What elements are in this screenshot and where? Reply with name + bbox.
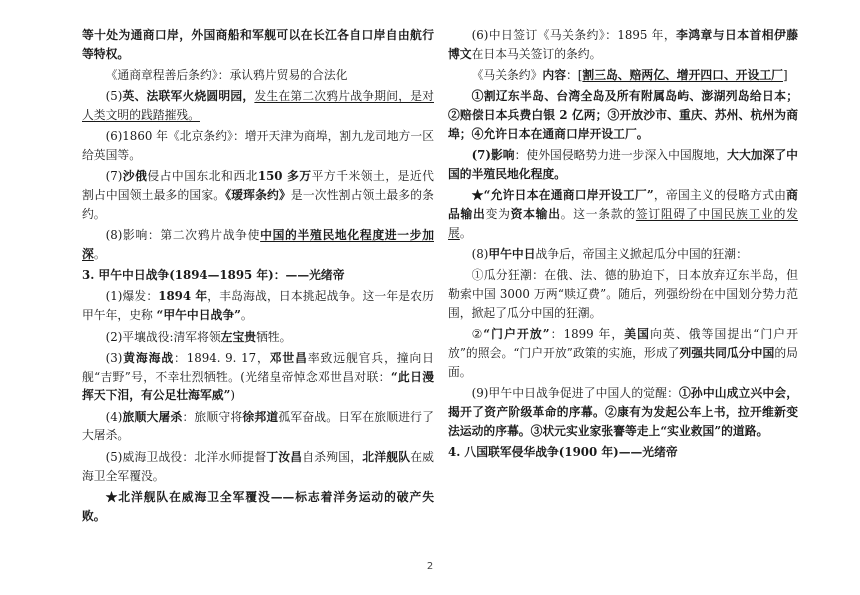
right-column-paragraph [448,245,798,264]
right-column-paragraph [448,87,798,144]
text-run: ①孙中山成立兴中会，揭开了资产阶级革命的序幕。②康有为发起公车上书，拉开维新变法运动的序幕。③状元实业家张謇等走上“实业救国”的道路。 [448,386,798,438]
text-run: 发生在第二次鸦片战争期间，是对人类文明的践踏摧残。 [82,89,434,123]
text-run: (1)爆发： [105,289,159,304]
text-run: (8)影响：第二次鸦片战争使 [105,228,261,243]
text-run: 向英、俄等国提出“门户开放”的照会。“门户开放”政策的实施，形成了 [448,327,798,361]
text-run: 列强共同瓜分中国 [679,346,775,361]
text-run: 李鸿章与日本首相伊藤博文 [448,28,798,61]
right-column-paragraph [448,26,798,64]
text-run: (5) [105,89,123,104]
text-run: ) [230,388,235,403]
text-run: ] [782,68,788,83]
text-run: 大大加深了中国的半殖民地化程度。 [448,148,798,182]
text-run: ：[ [566,68,583,83]
text-run: “甲午中日战争” [156,308,241,323]
text-run: 变为 [485,207,511,222]
text-run: 等十处为通商口岸，外国商船和军舰可以在长江各自口岸自由航行等特权。 [82,28,434,61]
text-run: 侵占中国东北和西北 [147,169,258,184]
text-run: ：1899 年， [549,327,625,342]
text-run: 中国的半殖民地化程度进一步加深 [82,228,434,262]
text-run: 孤军奋战。日军在旅顺进行了大屠杀。 [82,409,434,443]
left-column-paragraph [82,127,434,165]
text-run: ①割辽东半岛、台湾全岛及所有附属岛屿、澎湖列岛给日本；②赔偿日本兵费白银 2 亿两；③开放沙市、重庆、苏州、杭州为商埠；④允许日本在通商口岸开设工厂。 [448,89,798,141]
left-column-paragraph [82,226,434,264]
text-run: 《瑷珲条约》 [225,188,291,203]
left-column-paragraph [82,66,434,85]
left-column-paragraph [82,167,434,224]
text-run: 是一次性割占领土最多的条约。 [82,188,434,222]
text-run: ， [242,89,255,104]
text-run: (5)威海卫战役：北洋水师提督 [105,449,267,464]
right-column-paragraph [448,266,798,323]
text-run: 丁汝昌 [266,449,303,464]
text-run: (8) [471,247,489,262]
text-run: ，帝国主义的侵略方式由 [653,188,787,203]
text-run: (3) [105,350,123,365]
right-column-paragraph [448,384,798,441]
text-run: 徐邦道 [242,409,279,424]
text-run: ：使外国侵略势力进一步深入中国腹地， [514,148,728,163]
text-run: “此日漫挥天下泪，有公足壮海军威” [82,369,434,403]
text-run: 商品输出 [448,188,798,222]
text-run: 资本输出 [510,207,561,222]
right-column-paragraph [448,66,798,85]
text-run: 自杀殉国， [302,449,363,464]
text-run: 在日本马关签订的条约。 [471,46,602,61]
right-column [448,26,798,464]
text-run: “门户开放” [483,327,550,342]
text-run: 割三岛、赔两亿、增开四口、开设工厂 [582,68,783,83]
text-run: ② [471,327,484,342]
right-column-paragraph [448,146,798,184]
left-column-paragraph [82,287,434,325]
left-column-paragraph [82,349,434,406]
text-run: 战争后，帝国主义掀起瓜分中国的狂潮： [535,247,748,262]
text-run: (2)平壤战役:清军将领 [105,329,221,344]
text-run: (6)1860 年《北京条约》：增开天津为商埠，割九龙司地方一区给英国等。 [82,129,434,163]
text-run: 。 [459,225,472,240]
text-run: 。 [240,308,253,323]
text-run: 邓世昌 [269,350,308,365]
text-run: 率致远舰官兵，撞向日舰“吉野”号，不幸壮烈牺牲。(光绪皇帝悼念邓世昌对联： [82,350,434,384]
text-run: ★“允许日本在通商口岸开设工厂” [471,188,654,203]
text-run: 《马关条约》 [471,68,543,83]
text-run: ：1894. 9. 17， [174,350,270,365]
text-run: ，丰岛海战，日本挑起战争。这一年是农历甲午年，史称 [82,289,434,323]
text-run: 在威海卫全军覆没。 [82,449,434,483]
text-run: 签订阻碍了中国民族工业的发展 [448,207,798,240]
text-run: 4. 八国联军侵华战争(1900 年)——光绪帝 [448,445,678,460]
text-run: ：旅顺守将 [182,409,243,424]
text-run: 美国 [624,327,651,342]
text-run: 沙俄 [122,169,148,184]
right-column-paragraph [448,325,798,382]
text-run: 英、法联军火烧圆明园 [122,89,243,104]
text-run: 150 多万 [257,169,312,184]
left-column [82,26,434,528]
left-column-paragraph [82,266,434,285]
text-run: ★北洋舰队在威海卫全军覆没——标志着洋务运动的破产失败。 [82,489,434,523]
text-run: (7)影响 [471,148,515,163]
text-run: 左宝贵 [220,329,257,344]
page-number: 2 [426,561,434,572]
left-column-paragraph [82,448,434,486]
text-run: 1894 年 [158,289,208,304]
left-column-paragraph [82,488,434,526]
right-column-paragraph [448,186,798,243]
text-run: (7) [105,169,123,184]
text-run: 。 [93,247,106,262]
left-column-paragraph [82,408,434,446]
text-run: (6)中日签订《马关条约》：1895 年， [471,28,677,42]
right-column-paragraph [448,443,798,462]
text-run: (4) [105,409,123,424]
text-run: ①瓜分狂潮：在俄、法、德的胁迫下，日本放弃辽东半岛，但勒索中国 3000 万两“赎辽费”。随后，列强纷纷在中国划分势力范围，掀起了瓜分中国的狂潮。 [448,268,798,321]
text-run: 的局面。 [448,346,798,379]
left-column-paragraph [82,26,434,64]
text-run: (9)甲午中日战争促进了中国人的觉醒： [471,386,679,401]
text-run: 《通商章程善后条约》：承认鸦片贸易的合法化 [105,68,348,83]
text-run: 黄海海战 [122,350,175,365]
left-column-paragraph [82,87,434,125]
text-run: 牺牲。 [256,329,292,344]
left-column-paragraph [82,328,434,347]
text-run: 北洋舰队 [362,449,411,464]
text-run: 旅顺大屠杀 [122,409,183,424]
text-run: 平方千米领土，是近代割占中国领土最多的国家。 [82,169,434,203]
text-run: 甲午中日 [488,247,536,262]
text-run: 。这一条款的 [560,207,636,222]
text-run: 3. 甲午中日战争(1894—1895 年)：——光绪帝 [82,268,345,283]
text-run: 内容 [542,68,566,83]
